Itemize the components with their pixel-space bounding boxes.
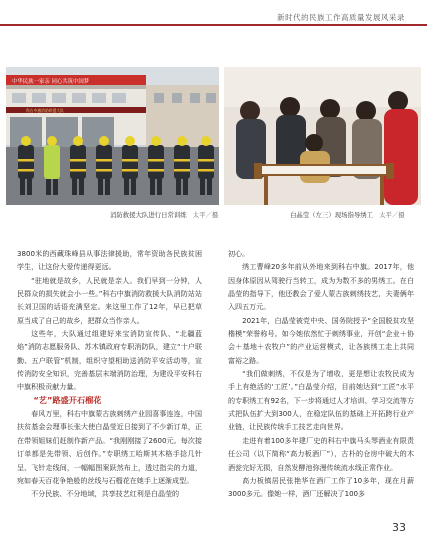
caption-left bbox=[110, 210, 218, 219]
caption-left-text: 消防救援大队进行日常训练 bbox=[110, 211, 187, 219]
paragraph: “驻地就是故乡，人民就是亲人。我们早到一分钟，人民群众的损失就会小一些。”科右中旗消防救援大队消防站站长刘卫国的话语充满坚定。来这里工作了12年，早已把草原当成了自己的故乡，把群众当作亲人。 bbox=[17, 275, 202, 325]
caption-right bbox=[290, 210, 405, 219]
header-rule bbox=[0, 24, 427, 26]
paragraph: 初心。 bbox=[228, 249, 250, 258]
article-right-column bbox=[228, 247, 414, 501]
paragraph: 高力板镇居民张艳华在酒厂工作了10多年，现在月薪3000多元。像她一样，酒厂还解决了100多 bbox=[228, 475, 414, 499]
photo-embroidery-guidance bbox=[224, 67, 421, 205]
photo-fire-brigade-training bbox=[6, 67, 219, 205]
paragraph: “我们做刺绣，不仅是为了增收，更是想让农牧民成为手上有绝活的‘工匠’。”白晶莹介绍，目前她达到“工匠”水平的专职绣工有92名，下一步将通过人才培训、学习交流等方式把队伍扩大到300人，在稳定队伍的基础上开拓跨行业产业链，让民族传统手工技艺走向世界。 bbox=[228, 369, 414, 432]
building-sign: 科右中旗消防救援大队 bbox=[26, 108, 64, 113]
header-title: 新时代的民族工作高质量发展风采录 bbox=[277, 13, 405, 22]
paragraph: 这些年，大队通过组建好来宝消防宣传队、“北疆蓝焰”消防志愿服务队、苏木镇政府专职消防队，建立“十户联勤、五户联管”机制，组织守望相助送消防平安活动等，宣传消防安全知识，完善基层末端消防治理，为建设平安科右中旗积极贡献力量。 bbox=[17, 329, 202, 392]
article-left-column bbox=[17, 247, 202, 501]
page-number: 33 bbox=[392, 521, 406, 534]
paragraph: 3800米的西藏珠峰县从事法律援助，常年资助各民族贫困学生，让这份大爱传递得更远。 bbox=[17, 249, 202, 272]
caption-left-credit: 太平／摄 bbox=[192, 211, 219, 219]
section-heading: “艺”路盛开石榴花 bbox=[33, 394, 102, 405]
paragraph: 春风万里，科右中旗蒙古族刺绣产业园喜事连连，中国扶贫基金会理事长张大使白晶莹近日接到了不少新订单，正在带领姐妹们赶制作新产品。“我刚刚接了2600元。每次接订单都是先带领、后创作。”专职绣工哈斯其木格手捻几针呈、飞针走线间，一幅幅图案跃然布上，透过指尖的力道，宛如春天百花争艳般的丝线与石榴花在她手上逐渐成型。 bbox=[17, 409, 202, 485]
paragraph: 绣工曹峰20多年前从外地来到科右中旗。2017年，他因身体原因从驾驶行当转工，成为为数不多的男绣工。在白晶莹的指导下，他还教会了爱人蒙古族刺绣技艺，夫妻俩年入四五万元。 bbox=[228, 262, 414, 312]
paragraph: 不分民族、不分地域，共享技艺红利是白晶莹的 bbox=[31, 489, 180, 499]
paragraph: 走进有着100多年建厂史的科右中旗马头琴酒业有限责任公司（以下简称“高力板酒厂”），古朴的仓房中破大的木酒瓮完好无损，自然发酵池弥漫传统流水线正常作业。 bbox=[228, 435, 414, 472]
caption-right-credit: 太平／摄 bbox=[379, 211, 405, 219]
banner-sign: 中华民族一家亲 同心共筑中国梦 bbox=[12, 79, 90, 85]
caption-right-text: 白晶莹（左三）现场指导绣工 bbox=[290, 211, 374, 219]
paragraph: 2021年，白晶莹被党中央、国务院授予“全国脱贫攻坚楷模”荣誉称号。如今她依然忙于刺绣事业，开创“企业＋协会＋基地＋农牧户”的产业运营模式，让各族绣工走上共同富裕之路。 bbox=[228, 315, 414, 365]
